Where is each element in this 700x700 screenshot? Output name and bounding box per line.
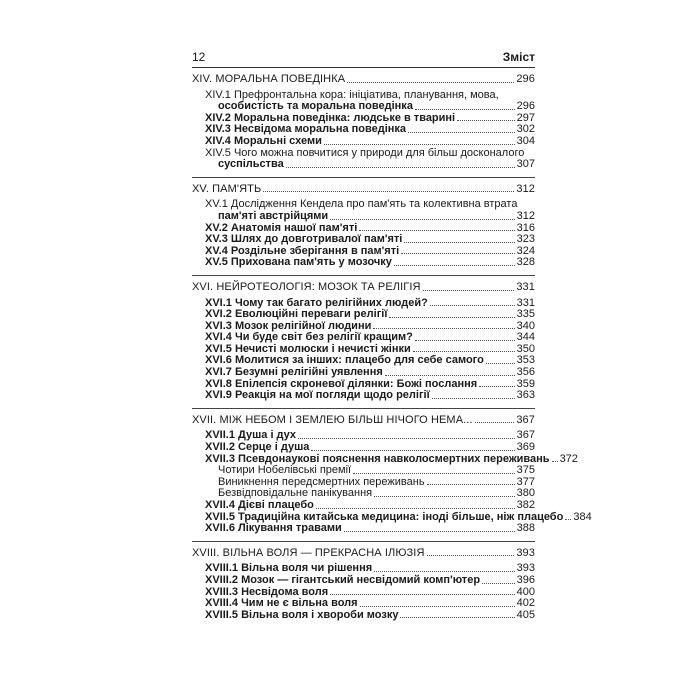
leader-dots — [347, 82, 514, 83]
leader-dots — [565, 519, 571, 520]
toc-entry[interactable] — [192, 367, 535, 379]
leader-dots — [330, 594, 515, 595]
entry-title: XV.3 Шлях до довготривалої пам'яті — [205, 233, 403, 246]
toc-chapter-entry[interactable] — [192, 184, 535, 196]
leader-dots — [324, 144, 515, 145]
entry-title: XVI.3 Мозок релігійної людини — [205, 319, 372, 332]
entry-title: XVIII.2 Мозок — гігантський несвідомий комп'ютер — [205, 573, 481, 586]
leader-dots — [344, 531, 515, 532]
toc-entry[interactable] — [192, 610, 535, 622]
chapter-page: 393 — [516, 546, 535, 559]
leader-dots — [400, 617, 514, 618]
leader-dots — [552, 461, 558, 462]
entry-title: XVII.5 Традиційна китайська медицина: іноді більше, ніж плацебо — [205, 510, 564, 523]
toc-entry-first-line: XIV.5 Чого можна повчитися у природи для більш досконалого — [205, 146, 525, 159]
entry-title: XVIII.4 Чим не є вільна воля — [205, 597, 358, 610]
leader-dots — [413, 351, 515, 352]
entry-page: 296 — [516, 100, 535, 113]
chapter-page: 296 — [516, 73, 535, 85]
entry-page: 393 — [516, 562, 535, 575]
leader-dots — [359, 230, 514, 231]
leader-dots — [389, 317, 514, 318]
leader-dots — [479, 386, 514, 387]
leader-dots — [423, 290, 515, 291]
entry-page: 312 — [516, 209, 535, 222]
toc-entry-first-line: XIV.1 Префронтальна кора: ініціатива, планування, мова, — [205, 88, 499, 101]
chapter-title: XVII. МІЖ НЕБОМ І ЗЕМЛЕЮ БІЛЬШ НІЧОГО НЕМА... — [192, 413, 473, 426]
toc-entry[interactable] — [192, 500, 535, 512]
entry-page: 367 — [516, 429, 535, 442]
leader-dots — [401, 253, 514, 254]
entry-page: 380 — [516, 487, 535, 500]
entry-page: 331 — [516, 296, 535, 309]
leader-dots — [415, 109, 515, 110]
toc-entry-first-line: XV.1 Дослідження Кендела про пам'ять та колективна втрата — [205, 198, 518, 211]
entry-page: 324 — [516, 244, 535, 257]
leader-dots — [353, 473, 515, 474]
toc-chapter-section — [192, 548, 535, 622]
entry-page: 356 — [516, 366, 535, 379]
toc-chapter-entry[interactable] — [192, 74, 535, 86]
chapter-page: 331 — [516, 280, 535, 293]
leader-dots — [394, 265, 515, 266]
entry-title: пам'яті австрійцями — [218, 209, 329, 222]
toc-chapter-entry[interactable] — [192, 415, 535, 427]
leader-dots — [427, 484, 515, 485]
leader-dots — [373, 328, 514, 329]
leader-dots — [482, 583, 515, 584]
toc-entry[interactable] — [192, 234, 535, 246]
entry-title: XV.4 Роздільне зберігання в пам'яті — [205, 244, 400, 257]
toc-entry[interactable] — [192, 159, 535, 171]
entry-title: XVI.7 Безумні релігійні уявлення — [205, 366, 383, 379]
entry-page: 328 — [516, 256, 535, 269]
toc-entry[interactable] — [192, 523, 535, 535]
leader-dots — [404, 242, 514, 243]
entry-page: 307 — [516, 158, 535, 171]
entry-page: 382 — [516, 499, 535, 511]
leader-dots — [374, 496, 515, 497]
leader-dots — [486, 363, 515, 364]
chapter-title: XV. ПАМ'ЯТЬ — [192, 182, 262, 195]
entry-title: XVI.4 Чи буде світ без релігії кращим? — [205, 331, 413, 344]
entry-page: 363 — [516, 389, 535, 402]
toc-chapter-section — [192, 184, 535, 276]
entry-page: 323 — [516, 233, 535, 246]
leader-dots — [430, 305, 515, 306]
toc-chapter-entry[interactable] — [192, 548, 535, 560]
page-number: 12 — [192, 50, 206, 64]
section-divider — [192, 275, 535, 276]
entry-page: 340 — [516, 319, 535, 332]
section-divider — [192, 408, 535, 409]
entry-title: Виникнення передсмертних переживань — [218, 475, 425, 488]
toc-chapter-entry[interactable] — [192, 282, 535, 294]
toc-chapter-section — [192, 74, 535, 178]
entry-page: 400 — [516, 585, 535, 598]
entry-title: XV.2 Анатомія нашої пам'яті — [205, 221, 358, 234]
entry-title: суспільства — [218, 158, 284, 171]
toc-entry[interactable] — [192, 598, 535, 610]
entry-title: XVI.8 Епілепсія скроневої ділянки: Божі послання — [205, 377, 478, 390]
entry-title: XVI.5 Нечисті молюски і нечисті жінки — [205, 342, 411, 355]
table-of-contents — [192, 73, 592, 621]
entry-page: 388 — [516, 522, 535, 535]
entry-page: 377 — [516, 475, 535, 488]
entry-title: XVII.6 Лікування травами — [205, 522, 342, 535]
toc-entry[interactable] — [192, 390, 535, 402]
leader-dots — [263, 191, 514, 192]
entry-title: XVII.2 Серце і душа — [205, 441, 310, 454]
entry-page: 316 — [516, 221, 535, 234]
leader-dots — [298, 438, 515, 439]
entry-title: XVII.1 Душа і дух — [205, 429, 297, 442]
entry-page: 344 — [516, 331, 535, 344]
chapter-title: XIV. МОРАЛЬНА ПОВЕДІНКА — [192, 73, 346, 85]
entry-title: XVI.9 Реакція на мої погляди щодо релігії — [205, 389, 430, 402]
entry-page: 372 — [559, 452, 578, 465]
entry-title: XVI.6 Молитися за інших: плацебо для себе самого — [205, 354, 484, 367]
entry-title: XIV.4 Моральні схеми — [205, 134, 322, 147]
chapter-page: 367 — [516, 413, 535, 426]
entry-page: 396 — [516, 573, 535, 586]
toc-entry[interactable] — [192, 575, 535, 587]
entry-page: 353 — [516, 354, 535, 367]
chapter-page: 312 — [516, 182, 535, 195]
leader-dots — [415, 340, 515, 341]
entry-title: Безвідповідальне панікування — [218, 487, 373, 500]
chapter-title: XVI. НЕЙРОТЕОЛОГІЯ: МОЗОК ТА РЕЛІГІЯ — [192, 280, 421, 293]
page-header — [192, 50, 535, 64]
leader-dots — [385, 375, 515, 376]
running-title: Зміст — [502, 50, 535, 64]
toc-chapter-section — [192, 413, 592, 542]
leader-dots — [286, 167, 515, 168]
entry-title: XVIII.5 Вільна воля і хвороби мозку — [205, 608, 399, 621]
entry-page: 359 — [516, 377, 535, 390]
chapter-title: XVIII. ВІЛЬНА ВОЛЯ — ПРЕКРАСНА ІЛЮЗІЯ — [192, 546, 425, 559]
leader-dots — [408, 132, 515, 133]
leader-dots — [457, 120, 515, 121]
toc-entry[interactable] — [192, 211, 535, 223]
header-divider — [192, 67, 535, 68]
section-divider — [192, 541, 535, 542]
entry-page: 304 — [516, 134, 535, 147]
entry-page: 375 — [516, 464, 535, 477]
leader-dots — [330, 219, 514, 220]
toc-page — [192, 50, 592, 621]
entry-page: 405 — [516, 608, 535, 621]
entry-title: XVII.3 Псевдонаукові пояснення навколосмертних переживань — [205, 452, 550, 465]
entry-page: 335 — [516, 308, 535, 321]
toc-entry[interactable] — [192, 442, 535, 454]
leader-dots — [360, 606, 515, 607]
leader-dots — [475, 422, 515, 423]
entry-title: особистість та моральна поведінка — [218, 100, 413, 113]
entry-title: XVIII.3 Несвідома воля — [205, 585, 329, 598]
entry-title: XVI.2 Еволюційні переваги релігії — [205, 308, 388, 321]
entry-page: 297 — [516, 111, 535, 124]
toc-entry[interactable] — [192, 309, 535, 321]
entry-page: 350 — [516, 342, 535, 355]
leader-dots — [432, 398, 515, 399]
leader-dots — [316, 508, 515, 509]
toc-chapter-section — [192, 282, 535, 409]
entry-title: XIV.2 Моральна поведінка: людське в тварині — [205, 111, 456, 124]
section-divider — [192, 177, 535, 178]
entry-page: 402 — [516, 597, 535, 610]
entry-title: XVI.1 Чому так багато релігійних людей? — [205, 296, 428, 309]
leader-dots — [427, 555, 515, 556]
leader-dots — [374, 571, 515, 572]
entry-page: 302 — [516, 123, 535, 136]
entry-title: XIV.3 Несвідома моральна поведінка — [205, 123, 407, 136]
toc-entry[interactable] — [192, 136, 535, 148]
entry-page: 369 — [516, 441, 535, 454]
entry-title: XV.5 Прихована пам'ять у мозочку — [205, 256, 392, 269]
entry-page: 384 — [573, 510, 592, 523]
toc-entry[interactable] — [192, 257, 535, 269]
entry-title: XVII.4 Дієві плацебо — [205, 499, 314, 511]
entry-title: XVIII.1 Вільна воля чи рішення — [205, 562, 373, 575]
entry-title: Чотири Нобелівські премії — [218, 464, 352, 477]
leader-dots — [311, 450, 514, 451]
